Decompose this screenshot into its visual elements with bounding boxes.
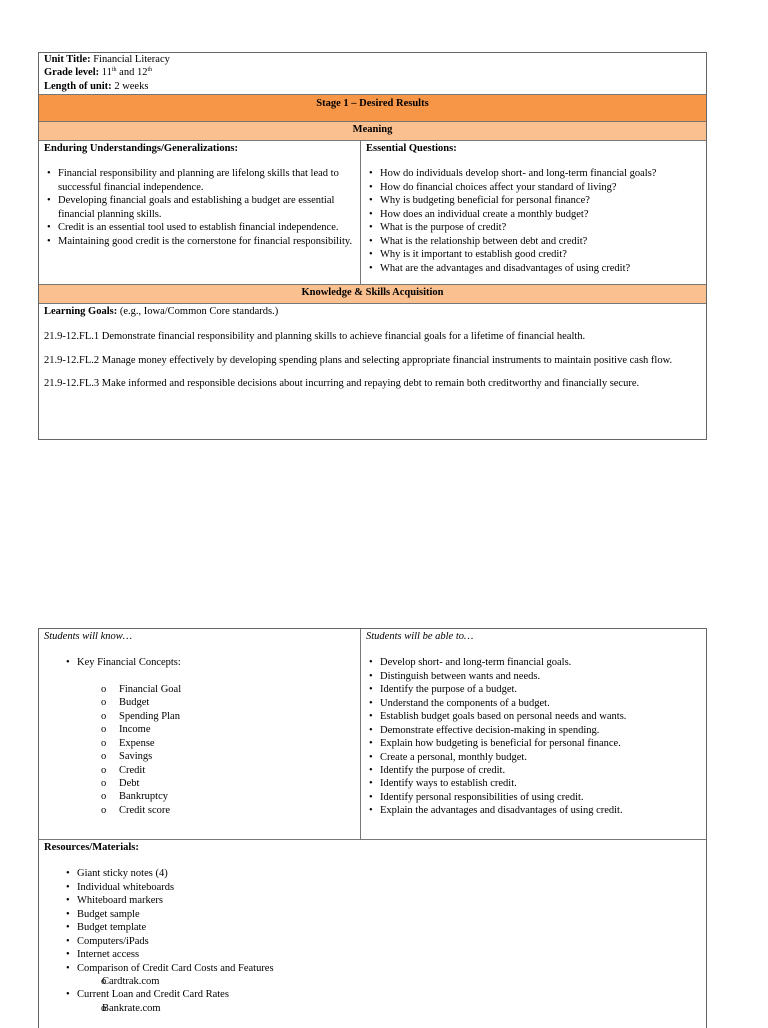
grade-a-sup: th bbox=[111, 67, 117, 74]
unit-title-line bbox=[44, 53, 701, 66]
list-item: • Identify the purpose of a budget. bbox=[366, 683, 700, 696]
able-heading: Students will be able to… bbox=[366, 631, 474, 642]
list-item: • What are the advantages and disadvantages of using credit? bbox=[366, 262, 700, 275]
length-value: 2 weeks bbox=[114, 80, 149, 92]
know-list bbox=[44, 656, 354, 817]
list-item: • How does an individual create a monthly budget? bbox=[366, 208, 700, 221]
learning-goal: 21.9-12.FL.3 Make informed and responsible decisions about incurring and repaying debt to remain both creditworthy and financially secure. bbox=[44, 378, 640, 390]
list-item: o Credit score bbox=[44, 804, 354, 817]
unit-title-value: Financial Literacy bbox=[93, 54, 170, 65]
meaning-title: Meaning bbox=[39, 121, 706, 140]
list-item: • Demonstrate effective decision-making in spending. bbox=[366, 724, 700, 737]
list-item: • Financial responsibility and planning are lifelong skills that lead to successful financial independence. bbox=[44, 167, 354, 194]
learning-goal: 21.9-12.FL.2 Manage money effectively by developing spending plans and selecting appropriate financial instruments to maintain positive cash flow. bbox=[44, 354, 673, 366]
enduring-list bbox=[44, 167, 354, 248]
list-item: o Cardtrak.com bbox=[44, 975, 700, 988]
list-item: o Financial Goal bbox=[44, 683, 354, 696]
list-item: o Savings bbox=[44, 750, 354, 763]
unit-title-label: Unit Title: bbox=[44, 54, 91, 65]
list-item: • Whiteboard markers bbox=[44, 894, 700, 907]
list-item: • How do individuals develop short- and long-term financial goals? bbox=[366, 167, 700, 180]
length-label: Length of unit: bbox=[44, 80, 112, 92]
list-item: • Giant sticky notes (4) bbox=[44, 867, 700, 880]
list-item: • Why is budgeting beneficial for personal finance? bbox=[366, 194, 700, 207]
know-do-table bbox=[38, 628, 707, 1028]
list-item: • Comparison of Credit Card Costs and Features bbox=[44, 962, 700, 975]
list-item: • Key Financial Concepts: bbox=[44, 656, 354, 669]
enduring-heading: Enduring Understandings/Generalizations: bbox=[44, 143, 238, 154]
list-item: • What is the purpose of credit? bbox=[366, 221, 700, 234]
list-item: • Explain how budgeting is beneficial for personal finance. bbox=[366, 737, 700, 750]
list-item: o Budget bbox=[44, 696, 354, 709]
know-heading: Students will know… bbox=[44, 631, 133, 642]
list-item: • Budget template bbox=[44, 921, 700, 934]
unit-plan-table bbox=[38, 52, 707, 440]
stage1-title: Stage 1 – Desired Results bbox=[39, 94, 706, 121]
list-item: • Budget sample bbox=[44, 908, 700, 921]
list-item: • Current Loan and Credit Card Rates bbox=[44, 988, 700, 1001]
questions-heading: Essential Questions: bbox=[366, 143, 457, 154]
resources-list bbox=[44, 867, 700, 1015]
learning-goals-heading bbox=[44, 305, 700, 318]
list-item: • Why is it important to establish good credit? bbox=[366, 248, 700, 261]
grade-b-sup: th bbox=[147, 67, 153, 74]
list-item: • Identify ways to establish credit. bbox=[366, 777, 700, 790]
meaning-row bbox=[39, 140, 706, 284]
grade-level-line bbox=[44, 66, 701, 79]
list-item: • Establish budget goals based on personal needs and wants. bbox=[366, 710, 700, 723]
length-line bbox=[44, 80, 701, 93]
list-item: o Income bbox=[44, 723, 354, 736]
unit-header bbox=[39, 53, 706, 94]
list-item: • Identify the purpose of credit. bbox=[366, 764, 700, 777]
grade-level-label: Grade level: bbox=[44, 67, 100, 79]
know-column bbox=[39, 629, 360, 839]
list-item: o Expense bbox=[44, 737, 354, 750]
grade-and: and 12 bbox=[116, 67, 148, 79]
learning-goals-cell bbox=[39, 303, 706, 439]
list-item: • How do financial choices affect your standard of living? bbox=[366, 181, 700, 194]
list-item: • Understand the components of a budget. bbox=[366, 697, 700, 710]
able-list bbox=[366, 656, 700, 817]
list-item: • Create a personal, monthly budget. bbox=[366, 751, 700, 764]
enduring-column bbox=[39, 141, 360, 284]
list-item: • Explain the advantages and disadvantages of using credit. bbox=[366, 804, 700, 817]
list-item: o Bankrate.com bbox=[44, 1002, 700, 1015]
list-item: • Computers/iPads bbox=[44, 935, 700, 948]
list-item: • What is the relationship between debt and credit? bbox=[366, 235, 700, 248]
list-item: • Distinguish between wants and needs. bbox=[366, 670, 700, 683]
list-item: o Spending Plan bbox=[44, 710, 354, 723]
learning-goals-note: (e.g., Iowa/Common Core standards.) bbox=[117, 306, 279, 317]
list-item: o Debt bbox=[44, 777, 354, 790]
able-column bbox=[360, 629, 706, 839]
resources-cell bbox=[39, 839, 706, 1019]
learning-goals-label: Learning Goals: bbox=[44, 306, 118, 317]
questions-list bbox=[366, 167, 700, 275]
list-item: • Credit is an essential tool used to establish financial independence. bbox=[44, 221, 354, 234]
list-item: • Internet access bbox=[44, 948, 700, 961]
list-item: • Develop short- and long-term financial goals. bbox=[366, 656, 700, 669]
list-item: • Individual whiteboards bbox=[44, 881, 700, 894]
knowledge-title: Knowledge & Skills Acquisition bbox=[39, 284, 706, 303]
list-item: • Developing financial goals and establishing a budget are essential financial planning skills. bbox=[44, 194, 354, 221]
list-item: o Bankruptcy bbox=[44, 790, 354, 803]
list-item: • Identify personal responsibilities of using credit. bbox=[366, 791, 700, 804]
resources-heading: Resources/Materials: bbox=[44, 842, 139, 853]
learning-goal: 21.9-12.FL.1 Demonstrate financial responsibility and planning skills to achieve financial goals for a lifetime of financial health. bbox=[44, 331, 586, 343]
questions-column bbox=[360, 141, 706, 284]
know-do-row bbox=[39, 629, 706, 839]
grade-a: 11 bbox=[101, 67, 112, 79]
list-item: • Maintaining good credit is the cornerstone for financial responsibility. bbox=[44, 235, 354, 248]
list-item: o Credit bbox=[44, 764, 354, 777]
